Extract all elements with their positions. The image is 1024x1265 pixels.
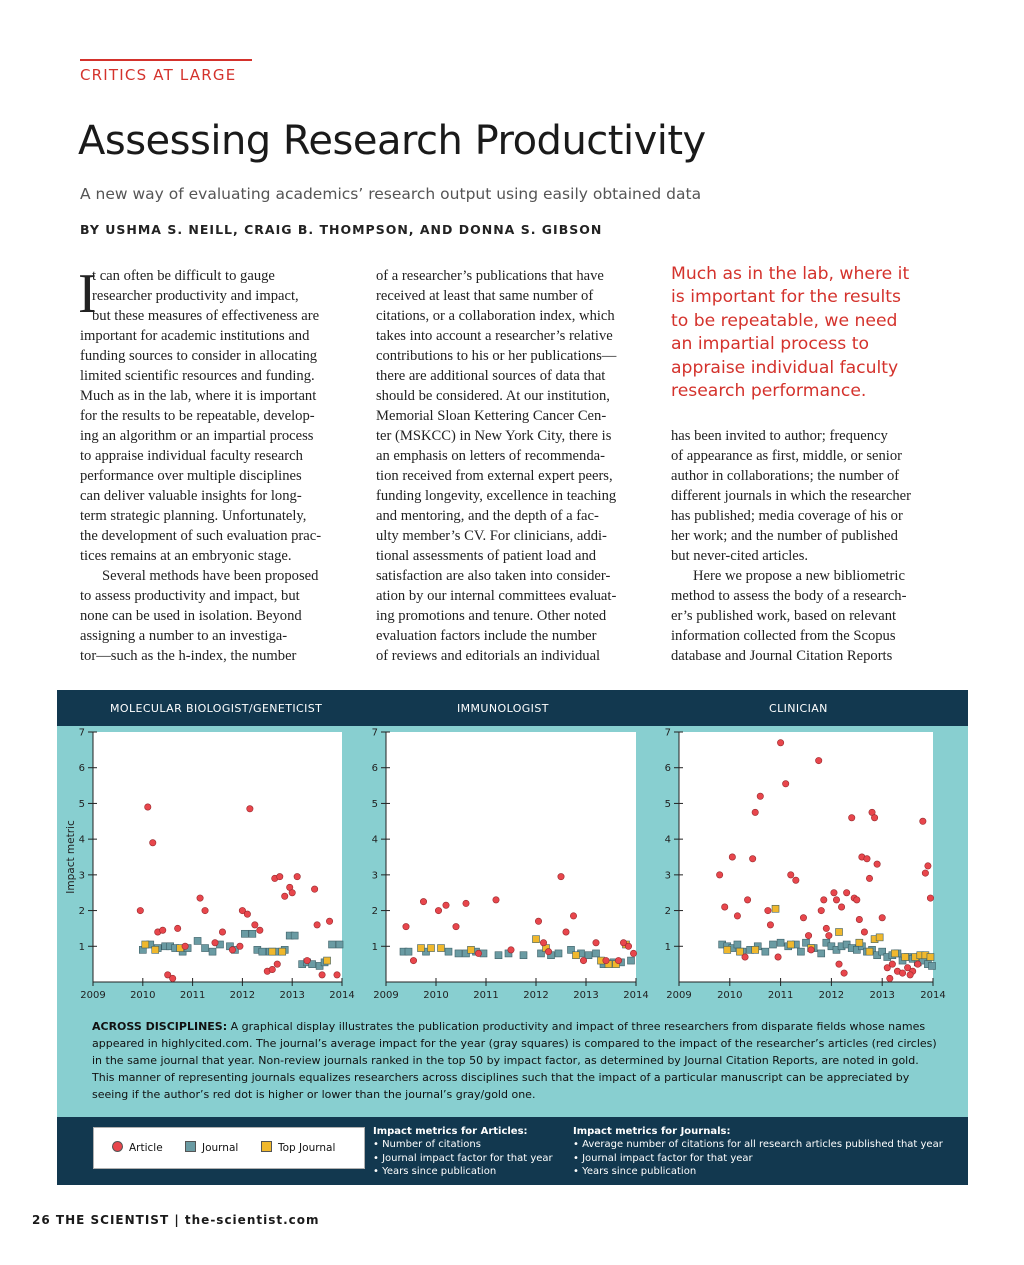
body-line: has published; media coverage of his or (671, 508, 903, 524)
article-point (818, 907, 824, 913)
metrics-articles-item: • Years since publication (373, 1165, 497, 1177)
body-line: satisfaction are also taken into consider- (376, 568, 611, 584)
journal-point (336, 941, 343, 948)
body-line: ter (MSKCC) in New York City, there is (376, 428, 612, 444)
y-tick-label: 5 (664, 798, 671, 810)
article-point (435, 907, 441, 913)
article-point (563, 929, 569, 935)
body-line: tor—such as the h-index, the number (80, 648, 297, 664)
article-point (545, 948, 551, 954)
article-point (420, 898, 426, 904)
journal-point (928, 962, 935, 969)
journal-point (241, 930, 248, 937)
col1-lines (80, 326, 352, 566)
body-line: important for academic institutions and (80, 328, 310, 344)
article-point (874, 861, 880, 867)
journal-point (777, 939, 784, 946)
article-point (729, 854, 735, 860)
article-point (915, 961, 921, 967)
article-point (160, 927, 166, 933)
journal-point (555, 950, 562, 957)
pull-quote-line: an impartial process to (671, 334, 869, 355)
body-line: assigning a number to an investiga- (80, 628, 288, 644)
body-line: can deliver valuable insights for long- (80, 488, 302, 504)
article-point (922, 870, 928, 876)
article-point (788, 872, 794, 878)
page-footer (32, 1213, 320, 1227)
article-point (823, 925, 829, 931)
article-point (716, 872, 722, 878)
y-tick-label: 6 (371, 763, 378, 775)
article-point (866, 875, 872, 881)
page-number: 26 (32, 1213, 51, 1227)
top-journal-point (573, 952, 580, 959)
article-point (838, 904, 844, 910)
article-point (887, 975, 893, 981)
y-tick-label: 5 (78, 798, 85, 810)
pull-quote-line: research performance. (671, 381, 867, 402)
y-tick-label: 3 (371, 870, 378, 882)
article-point (150, 840, 156, 846)
subtitle: A new way of evaluating academics’ research output using easily obtained data (80, 185, 702, 203)
body-line: tices remains at an embryonic stage. (80, 548, 292, 564)
article-point (453, 923, 459, 929)
article-point (493, 897, 499, 903)
legend (93, 1127, 365, 1169)
body-line: the development of such evaluation prac- (80, 528, 322, 544)
y-tick-label: 3 (78, 870, 85, 882)
top-journal-point (428, 945, 435, 952)
body-line: limited scientific resources and funding. (80, 368, 315, 384)
article-point (734, 913, 740, 919)
section-label: CRITICS AT LARGE (80, 66, 237, 84)
article-point (752, 809, 758, 815)
body-line: Much as in the lab, where it is important (80, 388, 317, 404)
body-column-1 (78, 263, 352, 666)
article-point (775, 954, 781, 960)
article-point (879, 915, 885, 921)
body-line: term strategic planning. Unfortunately, (80, 508, 307, 524)
x-tick-label: 2012 (523, 990, 549, 1001)
article-point (197, 895, 203, 901)
article-point (841, 970, 847, 976)
article-point (334, 972, 340, 978)
body-line: to appraise individual faculty research (80, 448, 303, 464)
x-tick-label: 2010 (423, 990, 449, 1001)
x-tick-label: 2010 (717, 990, 743, 1001)
body-line: evaluation factors include the number (376, 628, 597, 644)
top-journal-point (269, 948, 276, 955)
y-tick-label: 7 (664, 727, 671, 739)
panel-title-immunologist: IMMUNOLOGIST (457, 702, 549, 715)
journal-point (202, 945, 209, 952)
article-point (767, 922, 773, 928)
article-point (269, 966, 275, 972)
y-tick-label: 4 (664, 834, 671, 846)
body-line: method to assess the body of a research- (671, 588, 907, 604)
legend-article-label: Article (129, 1142, 163, 1154)
caption-lead: ACROSS DISCIPLINES: (92, 1020, 228, 1033)
body-line: there are additional sources of data that (376, 368, 606, 384)
journal-point (329, 941, 336, 948)
scatter-charts (57, 726, 968, 1016)
metrics-journals-title: Impact metrics for Journals: (573, 1126, 731, 1137)
article-point (410, 957, 416, 963)
y-tick-label: 2 (371, 906, 378, 918)
article-point (854, 897, 860, 903)
article-point (808, 947, 814, 953)
article-point (821, 897, 827, 903)
top-journal-point (279, 948, 286, 955)
body-line: author in collaborations; the number of (671, 468, 900, 484)
article-point (826, 932, 832, 938)
y-tick-label: 1 (664, 941, 671, 953)
body-line: should be considered. At our institution, (376, 388, 610, 404)
article-point (615, 957, 621, 963)
figure-caption (92, 1018, 942, 1103)
top-journal-point (468, 946, 475, 953)
legend-journal (185, 1141, 238, 1154)
y-tick-label: 4 (78, 834, 85, 846)
article-point (927, 895, 933, 901)
legend-top-journal (261, 1141, 335, 1154)
body-line: takes into account a researcher’s relative (376, 328, 613, 344)
journal-point (194, 937, 201, 944)
metrics-journals (573, 1125, 943, 1178)
body-line: tional assessments of patient load and (376, 548, 597, 564)
legend-article (112, 1141, 163, 1154)
publication-url: the-scientist.com (184, 1213, 320, 1227)
body-line: of a researcher’s publications that have (376, 268, 604, 284)
top-journal-point (876, 934, 883, 941)
top-journal-point (836, 929, 843, 936)
article-point (202, 907, 208, 913)
article-point (257, 927, 263, 933)
journal-point (249, 930, 256, 937)
gold-square-icon (261, 1141, 272, 1152)
page-title: Assessing Research Productivity (78, 118, 706, 164)
body-line: er’s published work, based on relevant (671, 608, 897, 624)
metrics-articles-item: • Number of citations (373, 1139, 481, 1151)
top-journal-point (438, 945, 445, 952)
journal-point (520, 952, 527, 959)
drop-cap: I (78, 263, 97, 325)
body-line: Memorial Sloan Kettering Cancer Cen- (376, 408, 607, 424)
body-line: ing an algorithm or an impartial process (80, 428, 314, 444)
body-line: ulty member’s CV. For clinicians, addi- (376, 528, 607, 544)
article-point (722, 904, 728, 910)
article-point (793, 877, 799, 883)
body-line: performance over multiple disciplines (80, 468, 302, 484)
circle-icon (112, 1141, 123, 1152)
article-point (535, 918, 541, 924)
top-journal-point (772, 905, 779, 912)
x-tick-label: 2009 (373, 990, 399, 1001)
journal-point (734, 941, 741, 948)
article-point (244, 911, 250, 917)
metrics-articles (373, 1125, 553, 1178)
figure (57, 690, 968, 1185)
x-tick-label: 2012 (818, 990, 845, 1001)
body-line: of reviews and editorials an individual (376, 648, 601, 664)
article-point (757, 793, 763, 799)
publication-name: THE SCIENTIST (55, 1213, 170, 1227)
body-line: her work; and the number of published (671, 528, 898, 544)
body-line: an emphasis on letters of recommenda- (376, 448, 605, 464)
journal-point (593, 950, 600, 957)
article-point (311, 886, 317, 892)
article-point (277, 873, 283, 879)
body-line: funding longevity, excellence in teaching (376, 488, 617, 504)
body-line: but never-cited articles. (671, 548, 809, 564)
body-line: information collected from the Scopus (671, 628, 896, 644)
article-point (443, 902, 449, 908)
top-journal-point (927, 954, 934, 961)
top-journal-point (752, 946, 759, 953)
top-journal-point (902, 954, 909, 961)
figure-header (57, 690, 968, 726)
article-point (625, 943, 631, 949)
x-tick-label: 2013 (869, 990, 895, 1001)
body-line: t can often be difficult to gauge (92, 268, 275, 284)
journal-point (291, 932, 298, 939)
article-point (229, 947, 235, 953)
top-journal-point (533, 936, 540, 943)
article-point (630, 950, 636, 956)
article-point (137, 907, 143, 913)
metrics-journals-item: • Journal impact factor for that year (573, 1152, 753, 1164)
article-point (777, 740, 783, 746)
metrics-articles-title: Impact metrics for Articles: (373, 1126, 528, 1137)
pull-quote-line: appraise individual faculty (671, 357, 899, 378)
article-point (843, 890, 849, 896)
body-line: received at least that same number of (376, 288, 594, 304)
article-point (871, 815, 877, 821)
x-tick-label: 2014 (329, 990, 355, 1001)
x-tick-label: 2011 (179, 990, 206, 1001)
article-point (570, 913, 576, 919)
article-point (765, 907, 771, 913)
article-point (463, 900, 469, 906)
journal-point (818, 950, 825, 957)
y-tick-label: 7 (78, 727, 85, 739)
article-point (889, 961, 895, 967)
article-point (314, 922, 320, 928)
article-point (864, 856, 870, 862)
article-point (831, 890, 837, 896)
article-point (593, 940, 599, 946)
body-line: ation by our internal committees evaluat- (376, 588, 617, 604)
body-line: to assess productivity and impact, but (80, 588, 300, 604)
y-tick-label: 6 (78, 763, 85, 775)
body-line: but these measures of effectiveness are (92, 308, 320, 324)
article-point (782, 781, 788, 787)
body-line: none can be used in isolation. Beyond (80, 608, 302, 624)
article-point (475, 950, 481, 956)
article-point (274, 961, 280, 967)
panel-title-molecular: MOLECULAR BIOLOGIST/GENETICIST (110, 702, 323, 715)
col3-lines (671, 426, 911, 566)
col1-first-lines (78, 263, 352, 326)
article-point (182, 943, 188, 949)
body-line: contributions to his or her publications— (376, 348, 617, 364)
article-point (856, 916, 862, 922)
square-icon (185, 1141, 196, 1152)
article-point (174, 925, 180, 931)
article-point (145, 804, 151, 810)
body-line: for the results to be repeatable, develop- (80, 408, 315, 424)
caption-text: A graphical display illustrates the publication productivity and impact of three researchers from disparate fields whose names appeared in highlycited.com. The journal’s average impact for the year (gray squares) is compared to the impact of the researcher’s articles (red circles) in the same journal that year. Non-review journals ranked in the top 50 by impact factor, as determined by Journal Citation Reports, are noted in gold. This manner of representing journals equalizes researchers across disciplines such that the impact of a particular manuscript can be appreciated by seeing if the author’s red dot is higher or lower than the journal’s gray/gold one. (92, 1020, 937, 1101)
article-point (603, 957, 609, 963)
article-point (800, 915, 806, 921)
article-point (836, 961, 842, 967)
pull-quote-line: is important for the results (671, 287, 901, 308)
article-point (294, 873, 300, 879)
y-tick-label: 2 (664, 906, 671, 918)
article-point (282, 893, 288, 899)
body-line: funding sources to consider in allocating (80, 348, 318, 364)
legend-journal-label: Journal (202, 1142, 239, 1154)
top-journal-point (152, 946, 159, 953)
journal-point (585, 952, 592, 959)
article-point (558, 873, 564, 879)
byline: BY USHMA S. NEILL, CRAIG B. THOMPSON, AND DONNA S. GIBSON (80, 222, 603, 237)
x-tick-label: 2013 (279, 990, 305, 1001)
body-column-3 (671, 426, 911, 666)
body-line: researcher productivity and impact, (92, 288, 299, 304)
article-point (247, 806, 253, 812)
col1-paragraph-2 (80, 566, 352, 666)
article-point (925, 863, 931, 869)
body-line: different journals in which the researcher (671, 488, 912, 504)
journal-point (495, 952, 502, 959)
article-point (508, 947, 514, 953)
y-axis-label: Impact metric (65, 820, 77, 894)
article-point (805, 932, 811, 938)
y-tick-label: 4 (371, 834, 378, 846)
top-journal-point (856, 939, 863, 946)
x-tick-label: 2009 (80, 990, 106, 1001)
body-line: ing promotions and tenure. Other noted (376, 608, 607, 624)
article-point (816, 757, 822, 763)
col3-paragraph-2 (671, 566, 911, 666)
article-point (289, 890, 295, 896)
y-tick-label: 3 (664, 870, 671, 882)
top-journal-point (142, 941, 149, 948)
footer-separator: | (174, 1213, 180, 1227)
x-tick-label: 2011 (473, 990, 499, 1001)
top-journal-point (324, 957, 331, 964)
article-point (252, 922, 258, 928)
pull-quote-line: Much as in the lab, where it (671, 264, 910, 284)
article-point (920, 818, 926, 824)
top-journal-point (891, 950, 898, 957)
article-point (849, 815, 855, 821)
top-journal-point (866, 948, 873, 955)
top-journal-point (724, 946, 731, 953)
article-point (319, 972, 325, 978)
journal-point (762, 948, 769, 955)
article-point (403, 923, 409, 929)
figure-footer (57, 1117, 968, 1185)
body-line: Here we propose a new bibliometric (693, 568, 905, 584)
metrics-journals-item: • Average number of citations for all research articles published that year (573, 1139, 943, 1151)
x-tick-label: 2010 (130, 990, 156, 1001)
metrics-articles-item: • Journal impact factor for that year (373, 1152, 553, 1164)
y-tick-label: 1 (78, 941, 85, 953)
body-line: has been invited to author; frequency (671, 428, 888, 444)
article-point (219, 929, 225, 935)
journal-point (405, 948, 412, 955)
x-tick-label: 2014 (920, 990, 946, 1001)
body-line: tion received from external expert peers, (376, 468, 613, 484)
article-point (749, 856, 755, 862)
article-point (580, 957, 586, 963)
article-point (212, 940, 218, 946)
body-line: of appearance as first, middle, or senior (671, 448, 902, 464)
y-tick-label: 2 (78, 906, 85, 918)
article-point (907, 972, 913, 978)
article-point (304, 957, 310, 963)
journal-point (455, 950, 462, 957)
article-point (899, 970, 905, 976)
article-point (326, 918, 332, 924)
top-journal-point (736, 948, 743, 955)
body-line: citations, or a collaboration index, which (376, 308, 615, 324)
y-tick-label: 1 (371, 941, 378, 953)
journal-point (445, 948, 452, 955)
y-tick-label: 7 (371, 727, 378, 739)
article-point (169, 975, 175, 981)
metrics-journals-item: • Years since publication (573, 1165, 697, 1177)
x-tick-label: 2011 (767, 990, 794, 1001)
top-journal-point (787, 941, 794, 948)
article-point (540, 940, 546, 946)
body-line: and mentoring, and the depth of a fac- (376, 508, 599, 524)
body-line: database and Journal Citation Reports (671, 648, 893, 664)
section-rule (80, 59, 252, 61)
article-point (833, 897, 839, 903)
body-line: Several methods have been proposed (102, 568, 319, 584)
x-tick-label: 2014 (623, 990, 649, 1001)
article-point (742, 954, 748, 960)
journal-point (769, 941, 776, 948)
article-point (744, 897, 750, 903)
top-journal-point (418, 945, 425, 952)
journal-point (628, 957, 635, 964)
body-column-2 (376, 266, 648, 666)
journal-point (209, 948, 216, 955)
article-point (237, 943, 243, 949)
journal-point (259, 948, 266, 955)
y-tick-label: 5 (371, 798, 378, 810)
pull-quote (671, 263, 951, 403)
y-tick-label: 6 (664, 763, 671, 775)
article-point (861, 929, 867, 935)
pull-quote-line: to be repeatable, we need (671, 310, 898, 331)
legend-top-journal-label: Top Journal (278, 1142, 336, 1154)
journal-point (797, 948, 804, 955)
x-tick-label: 2009 (666, 990, 692, 1001)
x-tick-label: 2013 (573, 990, 599, 1001)
x-tick-label: 2012 (229, 990, 256, 1001)
panel-title-clinician: CLINICIAN (769, 702, 828, 715)
